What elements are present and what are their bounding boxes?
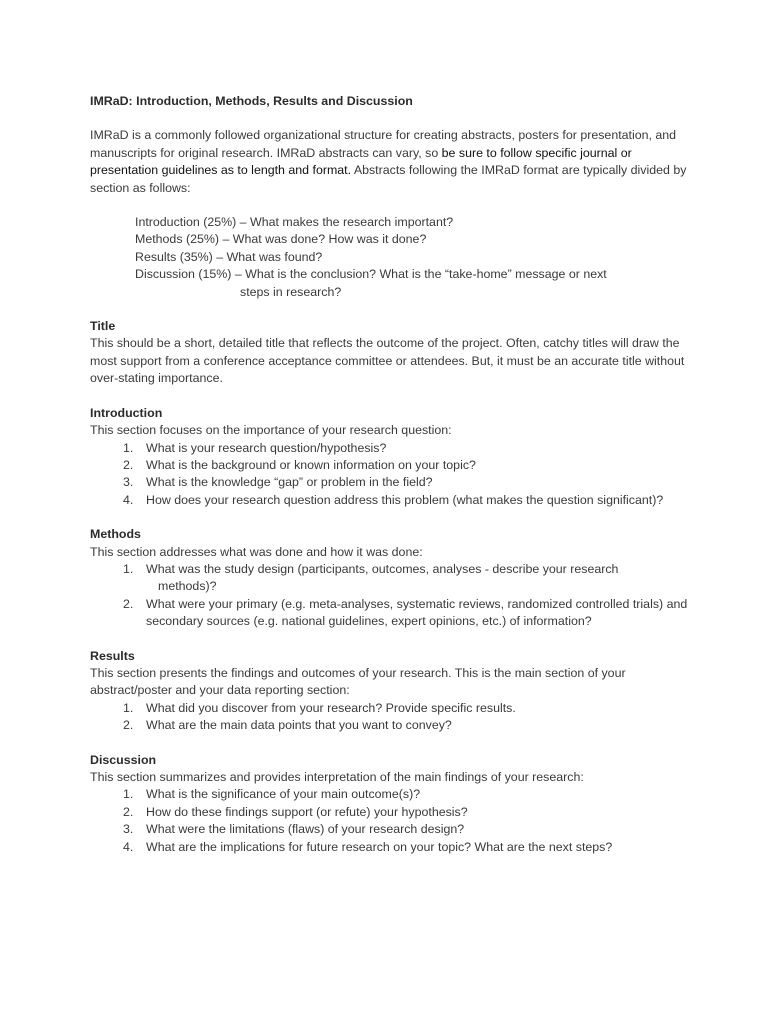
list-number: 3. (123, 822, 134, 837)
introduction-heading: Introduction (90, 405, 163, 420)
list-item (90, 821, 690, 838)
list-item-text: What are the main data points that you want to convey? (146, 718, 452, 733)
results-heading: Results (90, 648, 135, 663)
methods-section (90, 526, 690, 630)
results-section (90, 648, 690, 735)
breakdown-introduction: Introduction (25%) – What makes the research important? (135, 215, 454, 230)
breakdown-results: Results (35%) – What was found? (135, 249, 323, 264)
list-number: 1. (123, 561, 134, 576)
discussion-text: This section summarizes and provides interpretation of the main findings of your research: (90, 770, 584, 784)
list-item (90, 474, 690, 491)
list-number: 1. (123, 700, 134, 715)
intro-text-a: IMRaD is a commonly followed organizational structure for creating abstracts, posters for presentation, and manuscripts for original research. IMRaD abstracts can vary, so (90, 128, 677, 160)
list-item (90, 700, 690, 717)
discussion-heading: Discussion (90, 752, 157, 767)
title-text: This should be a short, detailed title that reflects the outcome of the project. Often, catchy titles will draw the most support from a conference acceptance committee or attendees. But, it must be an accurate title without over-stating importance. (90, 336, 685, 386)
list-number: 2. (123, 457, 134, 472)
list-item-text: What were the limitations (flaws) of your research design? (146, 822, 465, 837)
discussion-list (90, 786, 690, 856)
list-item-continuation: methods)? (158, 579, 217, 594)
list-item (90, 786, 690, 803)
section-breakdown (135, 214, 690, 301)
methods-text: This section addresses what was done and how it was done: (90, 544, 423, 559)
list-number: 2. (123, 804, 134, 819)
intro-text-b: Abstracts following the IMRaD format are typically divided by section as follows: (90, 163, 687, 195)
document-title: IMRaD: Introduction, Methods, Results and Discussion (90, 94, 413, 108)
list-item-text: What is the significance of your main outcome(s)? (146, 787, 421, 802)
list-number: 2. (123, 718, 134, 733)
introduction-list (90, 440, 690, 510)
list-item (90, 596, 690, 631)
list-number: 1. (123, 440, 134, 455)
discussion-section (90, 752, 690, 856)
methods-heading: Methods (90, 527, 141, 542)
list-number: 2. (123, 596, 134, 611)
list-item (90, 440, 690, 457)
intro-paragraph (90, 127, 690, 197)
results-list (90, 700, 690, 735)
results-text: This section presents the findings and outcomes of your research. This is the main section of your abstract/poster and your data reporting section: (90, 665, 626, 698)
list-item (90, 804, 690, 821)
list-number: 4. (123, 839, 134, 854)
list-item (90, 561, 690, 596)
introduction-section (90, 405, 690, 509)
breakdown-discussion: Discussion (15%) – What is the conclusion? What is the “take-home” message or next (135, 267, 607, 282)
title-heading: Title (90, 319, 116, 334)
document-content (90, 93, 690, 873)
list-number: 1. (123, 787, 134, 802)
list-item (90, 492, 690, 509)
intro-text-emphasis: be sure to follow specific journal or presentation guidelines as to length and format. (90, 145, 632, 178)
list-item-text: How do these findings support (or refute) your hypothesis? (146, 804, 468, 819)
list-item (90, 717, 690, 734)
breakdown-methods: Methods (25%) – What was done? How was it done? (135, 232, 427, 247)
methods-list (90, 561, 690, 631)
list-number: 4. (123, 492, 134, 507)
list-item (90, 839, 690, 856)
list-item-text: What is the knowledge “gap” or problem in the field? (146, 475, 433, 490)
list-item-text: What did you discover from your research? Provide specific results. (146, 700, 516, 715)
list-item-text: What are the implications for future research on your topic? What are the next steps? (146, 839, 613, 854)
list-item-text: What was the study design (participants, outcomes, analyses - describe your research (146, 561, 619, 576)
introduction-text: This section focuses on the importance of your research question: (90, 423, 452, 438)
breakdown-discussion-continued: steps in research? (240, 284, 342, 299)
list-number: 3. (123, 475, 134, 490)
title-section (90, 318, 690, 388)
list-item-text: What were your primary (e.g. meta-analyses, systematic reviews, randomized controlled trials) and secondary sources (e.g. national guidelines, expert opinions, etc.) of information? (146, 596, 688, 629)
list-item (90, 457, 690, 474)
list-item-text: How does your research question address this problem (what makes the question significant)? (146, 492, 664, 507)
list-item-text: What is the background or known information on your topic? (146, 457, 476, 472)
list-item-text: What is your research question/hypothesis? (146, 440, 387, 455)
